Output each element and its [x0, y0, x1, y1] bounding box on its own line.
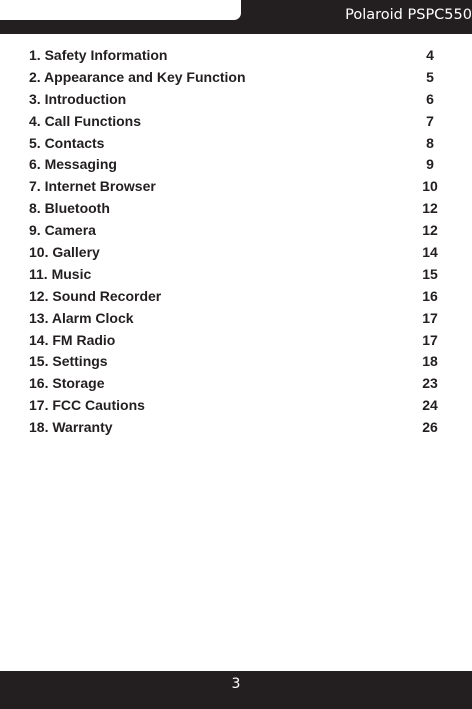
- toc-entry-page: 16: [422, 287, 438, 304]
- toc-entry-page: 17: [422, 309, 438, 326]
- toc-entry-title: 10. Gallery: [29, 244, 100, 261]
- toc-entry[interactable]: [29, 176, 442, 198]
- table-of-contents: [29, 45, 442, 439]
- toc-entry[interactable]: [29, 242, 442, 264]
- toc-entry[interactable]: [29, 395, 442, 417]
- toc-entry-title: 15. Settings: [29, 353, 108, 370]
- toc-entry-page: 6: [426, 90, 434, 107]
- toc-entry-page: 17: [422, 331, 438, 348]
- toc-entry-page: 7: [426, 112, 434, 129]
- toc-entry[interactable]: [29, 330, 442, 352]
- page-number: 3: [231, 676, 241, 692]
- toc-entry[interactable]: [29, 67, 442, 89]
- toc-entry[interactable]: [29, 308, 442, 330]
- toc-entry-page: 15: [422, 265, 438, 282]
- toc-entry-title: 4. Call Functions: [29, 112, 142, 129]
- header-bar: [0, 0, 472, 34]
- toc-entry-title: 5. Contacts: [29, 134, 105, 151]
- toc-entry[interactable]: [29, 220, 442, 242]
- toc-entry-title: 12. Sound Recorder: [29, 287, 162, 304]
- document-title: Polaroid PSPC550: [345, 7, 472, 23]
- toc-entry-page: 14: [422, 244, 438, 261]
- toc-entry-title: 17. FCC Cautions: [29, 397, 145, 414]
- toc-entry-title: 13. Alarm Clock: [29, 309, 134, 326]
- toc-entry-title: 18. Warranty: [29, 419, 113, 436]
- toc-entry-page: 8: [426, 134, 434, 151]
- toc-entry[interactable]: [29, 198, 442, 220]
- toc-entry[interactable]: [29, 45, 442, 67]
- header-tab-cutout: [0, 0, 241, 20]
- footer-bar: [0, 671, 472, 709]
- toc-entry[interactable]: [29, 351, 442, 373]
- toc-entry[interactable]: [29, 111, 442, 133]
- toc-entry-page: 18: [422, 353, 438, 370]
- toc-entry-title: 11. Music: [29, 265, 92, 282]
- toc-entry-title: 1. Safety Information: [29, 47, 168, 63]
- toc-entry-title: 8. Bluetooth: [29, 200, 110, 217]
- toc-entry-title: 14. FM Radio: [29, 331, 116, 348]
- toc-entry-title: 16. Storage: [29, 375, 105, 392]
- toc-entry[interactable]: [29, 154, 442, 176]
- toc-entry[interactable]: [29, 417, 442, 439]
- toc-entry[interactable]: [29, 286, 442, 308]
- toc-entry-title: 2. Appearance and Key Function: [29, 68, 246, 85]
- toc-entry-page: 26: [422, 419, 438, 436]
- toc-entry[interactable]: [29, 133, 442, 155]
- toc-entry-page: 12: [422, 200, 438, 217]
- toc-entry-page: 24: [422, 397, 438, 414]
- toc-entry-page: 10: [422, 178, 438, 195]
- toc-entry-page: 9: [426, 156, 434, 173]
- toc-entry[interactable]: [29, 89, 442, 111]
- toc-entry-title: 9. Camera: [29, 222, 96, 239]
- toc-entry-page: 5: [426, 68, 434, 85]
- toc-entry-page: 4: [426, 47, 434, 63]
- toc-entry-page: 23: [422, 375, 438, 392]
- toc-entry-title: 6. Messaging: [29, 156, 117, 173]
- toc-entry-title: 7. Internet Browser: [29, 178, 156, 195]
- toc-entry[interactable]: [29, 264, 442, 286]
- toc-entry-page: 12: [422, 222, 438, 239]
- toc-entry-title: 3. Introduction: [29, 90, 127, 107]
- toc-entry[interactable]: [29, 373, 442, 395]
